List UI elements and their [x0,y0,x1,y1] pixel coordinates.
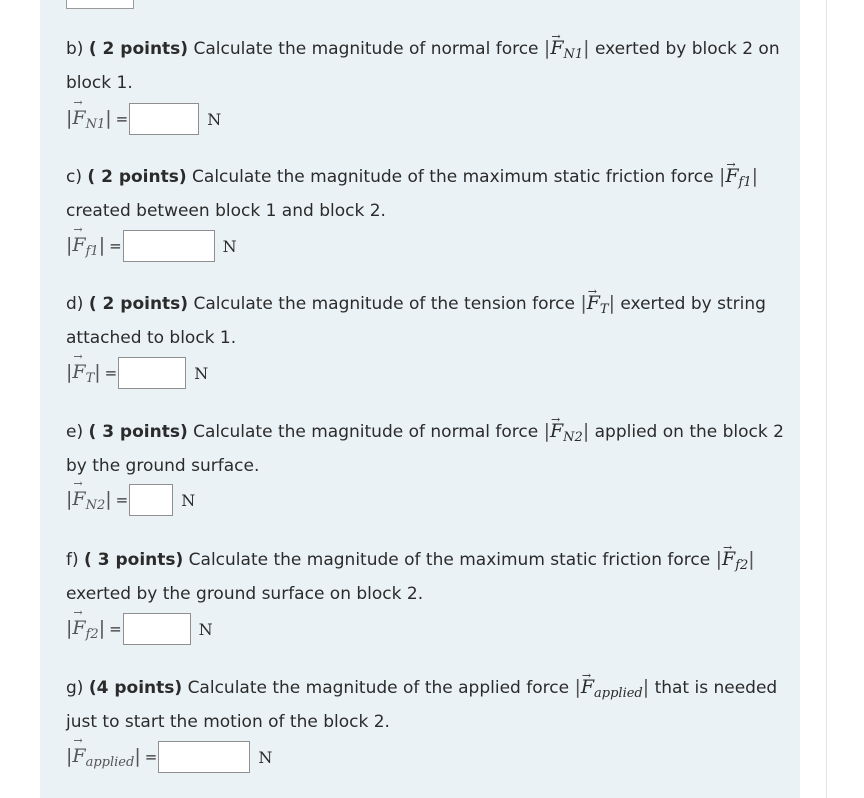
answer-row-c [66,229,237,263]
question-d [66,289,786,352]
question-points: (4 points) [88,678,183,698]
unit-label: N [198,619,213,639]
answer-label: |→ $F_{N1}|$ [66,107,112,132]
previous-answer-input[interactable] [66,0,134,9]
question-text: Calculate the magnitude of the tension force [193,294,575,314]
answer-row-e [66,483,195,517]
force-symbol: |→ $F_{applied}|$ [574,676,649,698]
question-points: ( 2 points) [88,39,189,59]
answer-row-f [66,612,213,646]
equals-sign: = [115,491,129,509]
answer-label: |→ $F_{N2}|$ [66,488,112,513]
equals-sign: = [144,748,158,766]
unit-label: N [194,363,209,383]
question-b [66,34,786,97]
question-text-after: applied on the block 2 by the ground surface. [66,422,784,476]
answer-label: |→ $F_T|$ [66,361,101,386]
answer-row-b [66,102,221,136]
unit-label: N [207,109,222,129]
question-text: Calculate the magnitude of normal force [193,422,539,442]
equals-sign: = [104,364,118,382]
answer-row-g [66,740,272,774]
unit-label: N [258,747,273,767]
question-letter: c) [66,167,82,187]
equals-sign: = [109,620,122,638]
question-text-after: exerted by string attached to block 1. [66,294,766,348]
answer-input-ff2[interactable] [123,613,191,645]
question-letter: b) [66,39,84,59]
unit-label: N [181,490,196,510]
question-g [66,673,786,736]
question-letter: e) [66,422,84,442]
question-text-after: that is needed just to start the motion of the block 2. [66,678,778,732]
force-symbol: |→ $F_{f2}|$ [716,548,755,570]
answer-input-fn1[interactable] [129,103,199,135]
question-text: Calculate the magnitude of normal force [193,39,539,59]
question-letter: g) [66,678,84,698]
question-points: ( 2 points) [87,167,187,187]
question-text-after: exerted by the ground surface on block 2. [66,584,424,604]
force-symbol: |→ $F_T|$ [580,292,615,314]
answer-label: |→ $F_{f1}|$ [66,234,105,259]
question-text-after: created between block 1 and block 2. [66,201,386,221]
page-divider [826,0,827,798]
question-points: ( 2 points) [88,294,189,314]
question-letter: d) [66,294,84,314]
answer-label: |→ $F_{f2}|$ [66,617,105,642]
answer-label: |→ $F_{applied}|$ [66,745,141,770]
answer-input-ff1[interactable] [123,230,215,262]
question-e [66,417,786,480]
force-symbol: |→ $F_{f1}|$ [719,165,758,187]
force-symbol: |→ $F_{N1}|$ [544,37,590,59]
question-text-after: exerted by block 2 on block 1. [66,39,780,93]
force-symbol: |→ $F_{N2}|$ [544,420,590,442]
answer-input-fn2[interactable] [129,484,173,516]
question-points: ( 3 points) [84,550,184,570]
question-text: Calculate the magnitude of the maximum static friction force [188,550,711,570]
question-text: Calculate the magnitude of the applied force [187,678,570,698]
question-f [66,545,786,608]
question-points: ( 3 points) [88,422,188,442]
answer-input-fapplied[interactable] [158,741,250,773]
question-letter: f) [66,550,79,570]
equals-sign: = [109,237,122,255]
answer-row-d [66,356,208,390]
answer-input-ft[interactable] [118,357,186,389]
equals-sign: = [115,110,129,128]
unit-label: N [222,236,237,256]
question-text: Calculate the magnitude of the maximum static friction force [192,167,714,187]
question-c [66,162,786,225]
